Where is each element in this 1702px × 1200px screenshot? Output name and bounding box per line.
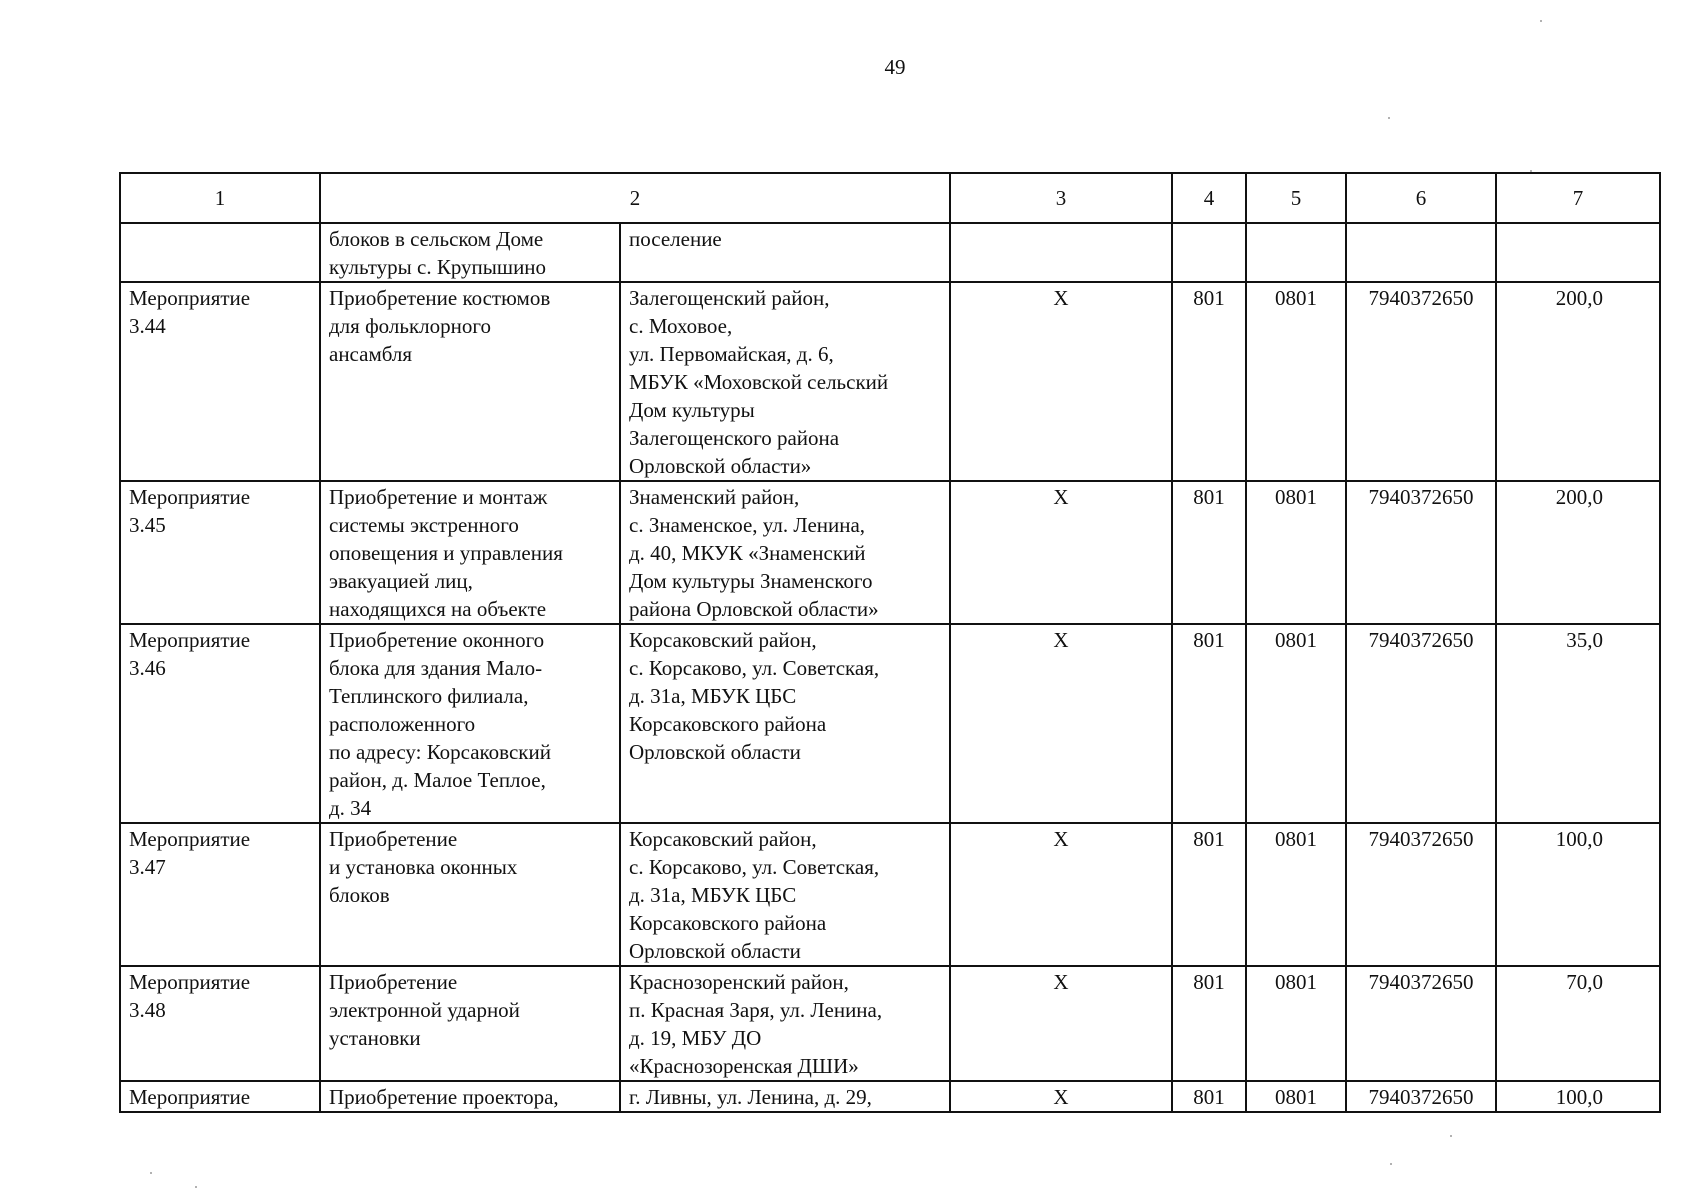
cell-location: Корсаковский район, с. Корсаково, ул. Советская, д. 31а, МБУК ЦБС Корсаковского района Орловской области xyxy=(620,823,950,966)
cell-description: Приобретение и установка оконных блоков xyxy=(320,823,620,966)
cell-event: Мероприятие 3.45 xyxy=(120,481,320,624)
table-row xyxy=(120,1081,1660,1112)
cell-col3: X xyxy=(950,624,1172,823)
table-body xyxy=(120,173,1660,1112)
scan-speck xyxy=(150,1172,152,1174)
cell-col4: 801 xyxy=(1172,481,1246,624)
cell-location: поселение xyxy=(620,223,950,282)
scan-speck xyxy=(1390,1163,1392,1165)
cell-col7: 100,0 xyxy=(1496,1081,1660,1112)
cell-event: Мероприятие 3.44 xyxy=(120,282,320,481)
cell-col4: 801 xyxy=(1172,624,1246,823)
cell-col5: 0801 xyxy=(1246,966,1346,1081)
header-cell-7: 7 xyxy=(1496,173,1660,223)
cell-col5: 0801 xyxy=(1246,624,1346,823)
cell-description: Приобретение проектора, xyxy=(320,1081,620,1112)
cell-event: Мероприятие 3.48 xyxy=(120,966,320,1081)
scan-speck xyxy=(195,1186,197,1188)
cell-col5: 0801 xyxy=(1246,481,1346,624)
page-number: 49 xyxy=(884,55,906,79)
cell-col6 xyxy=(1346,223,1496,282)
header-cell-4: 4 xyxy=(1172,173,1246,223)
cell-location: Залегощенский район, с. Моховое, ул. Первомайская, д. 6, МБУК «Моховской сельский Дом культуры Залегощенского района Орловской области» xyxy=(620,282,950,481)
table-row xyxy=(120,282,1660,481)
cell-col3: X xyxy=(950,823,1172,966)
cell-location: Знаменский район, с. Знаменское, ул. Ленина, д. 40, МКУК «Знаменский Дом культуры Знаменского района Орловской области» xyxy=(620,481,950,624)
cell-col5: 0801 xyxy=(1246,282,1346,481)
cell-col4 xyxy=(1172,223,1246,282)
cell-event: Мероприятие 3.47 xyxy=(120,823,320,966)
table-row xyxy=(120,966,1660,1081)
cell-col5 xyxy=(1246,223,1346,282)
cell-col6: 7940372650 xyxy=(1346,481,1496,624)
cell-col3: X xyxy=(950,481,1172,624)
cell-col3 xyxy=(950,223,1172,282)
cell-col5: 0801 xyxy=(1246,1081,1346,1112)
cell-location: Краснозоренский район, п. Красная Заря, ул. Ленина, д. 19, МБУ ДО «Краснозоренская ДШИ» xyxy=(620,966,950,1081)
cell-col7 xyxy=(1496,223,1660,282)
cell-description: Приобретение и монтаж системы экстренного оповещения и управления эвакуацией лиц, находящихся на объекте xyxy=(320,481,620,624)
cell-col4: 801 xyxy=(1172,282,1246,481)
cell-location: Корсаковский район, с. Корсаково, ул. Советская, д. 31а, МБУК ЦБС Корсаковского района Орловской области xyxy=(620,624,950,823)
cell-col7: 70,0 xyxy=(1496,966,1660,1081)
table-header-row xyxy=(120,173,1660,223)
cell-col6: 7940372650 xyxy=(1346,624,1496,823)
cell-col7: 100,0 xyxy=(1496,823,1660,966)
cell-col6: 7940372650 xyxy=(1346,282,1496,481)
table-row xyxy=(120,481,1660,624)
header-cell-6: 6 xyxy=(1346,173,1496,223)
cell-col4: 801 xyxy=(1172,1081,1246,1112)
table-row xyxy=(120,823,1660,966)
header-cell-5: 5 xyxy=(1246,173,1346,223)
scan-speck xyxy=(1540,20,1542,22)
cell-col7: 200,0 xyxy=(1496,282,1660,481)
cell-event: Мероприятие 3.46 xyxy=(120,624,320,823)
header-cell-3: 3 xyxy=(950,173,1172,223)
cell-location: г. Ливны, ул. Ленина, д. 29, xyxy=(620,1081,950,1112)
scan-speck xyxy=(1450,1135,1452,1137)
cell-event xyxy=(120,223,320,282)
cell-col4: 801 xyxy=(1172,823,1246,966)
cell-col5: 0801 xyxy=(1246,823,1346,966)
cell-description: Приобретение оконного блока для здания Мало- Теплинского филиала, расположенного по адресу: Корсаковский район, д. Малое Теплое, д. 34 xyxy=(320,624,620,823)
cell-col3: X xyxy=(950,1081,1172,1112)
cell-col7: 35,0 xyxy=(1496,624,1660,823)
cell-event: Мероприятие xyxy=(120,1081,320,1112)
cell-description: блоков в сельском Доме культуры с. Крупышино xyxy=(320,223,620,282)
cell-description: Приобретение костюмов для фольклорного ансамбля xyxy=(320,282,620,481)
scan-speck xyxy=(1530,170,1532,172)
budget-table xyxy=(119,172,1661,1113)
cell-col3: X xyxy=(950,282,1172,481)
cell-col6: 7940372650 xyxy=(1346,823,1496,966)
header-cell-2: 2 xyxy=(320,173,950,223)
table-row xyxy=(120,624,1660,823)
cell-col4: 801 xyxy=(1172,966,1246,1081)
cell-col7: 200,0 xyxy=(1496,481,1660,624)
cell-description: Приобретение электронной ударной установки xyxy=(320,966,620,1081)
continuation-row xyxy=(120,223,1660,282)
cell-col3: X xyxy=(950,966,1172,1081)
header-cell-1: 1 xyxy=(120,173,320,223)
cell-col6: 7940372650 xyxy=(1346,1081,1496,1112)
scan-speck xyxy=(1388,117,1390,119)
cell-col6: 7940372650 xyxy=(1346,966,1496,1081)
